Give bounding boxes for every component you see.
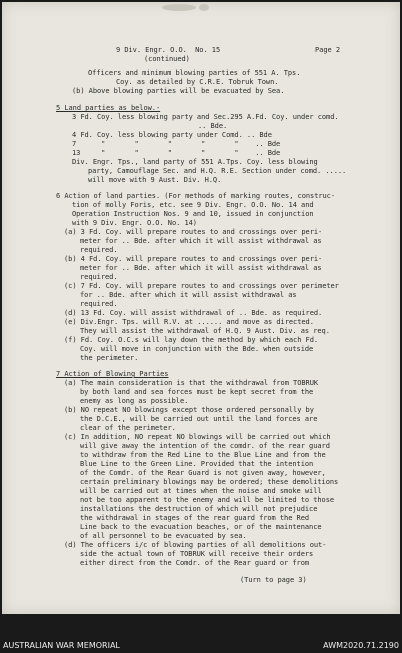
text-line: installations the destruction of which will not prejudice [80,505,318,513]
text-line: will move with 9 Aust. Div. H.Q. [88,176,222,184]
text-line: Blue Line to the Green Line. Provided that the intention [80,460,314,468]
footer-institution: AUSTRALIAN WAR MEMORIAL [3,641,120,650]
turn-page-note: (Turn to page 3) [240,576,307,584]
text-line: Line back to the evacuation beaches, or of the maintenance [80,523,322,531]
text-line: (c) In addition, NO repeat NO blowings will be carried out which [64,433,331,441]
text-line: the D.C.E., will be carried out until the land forces are [80,415,318,423]
text-line: the perimeter. [80,354,139,362]
text-line: Operation Instruction Nos. 9 and 10, issued in conjunction [72,210,314,218]
header-title: 9 Div. Engr. O.O. No. 15 [116,46,221,54]
text-line: Div. Engr. Tps., land party of 551 A.Tps. Coy. less blowing [72,158,318,166]
text-line: They will assist the withdrawal of H.Q. 9 Aust. Div. as req. [80,327,330,335]
text-line: by both land and sea forces must be kept secret from the [80,388,314,396]
text-line: .. Bde. [198,122,228,130]
text-line: required. [80,300,118,308]
text-line: (d) The officers i/c of blowing parties of all demolitions out- [64,541,327,549]
text-line: Coy. as detailed by C.R.E. Tobruk Town. [116,78,279,86]
text-line: 13 " " " " " .. Bde [72,149,281,157]
section-heading: 5 Land parties as below.- [56,104,161,112]
text-line: tion of molly Foris, etc. see 9 Div. Engr. O.O. No. 14 and [72,201,314,209]
text-line: meter for .. Bde. after which it will assist withdrawal as [80,237,322,245]
document-page [2,2,400,614]
text-line: will be carried out at times when the noise and smoke will [80,487,322,495]
text-line: with 9 Div. Engr. O.O. No. 14) [72,219,197,227]
text-line: (a) 3 Fd. Coy. will prepare routes to and crossings over peri- [64,228,323,236]
text-line: meter for .. Bde. after which it will assist withdrawal as [80,264,322,272]
continued-label: (continued) [144,55,190,63]
text-line: (b) 4 Fd. Coy. will prepare routes to and crossings over peri- [64,255,323,263]
text-line: will give away the intention of the comdr. of the rear guard [80,442,330,450]
section-heading: 6 Action of land parties. (For methods of marking routes, construc- [56,192,336,200]
text-line: to withdraw from the Red Line to the Blue Line and from the [80,451,326,459]
text-line: (f) Fd. Coy. O.C.s will lay down the method by which each Fd. [64,336,319,344]
text-line: of the Comdr. of the Rear Guard is not given away, however, [80,469,326,477]
text-line: of all personnel to be evacuated by sea. [80,532,247,540]
text-line: 4 Fd. Coy. less blowing party under Comd. .. Bde [72,131,272,139]
text-line: Coy. will move in conjunction with the Bde. when outside [80,345,314,353]
text-line: party, Camouflage Sec. and H.Q. R.E. Section under comd. ..... [88,167,347,175]
text-line: clear of the perimeter. [80,424,176,432]
text-line: side the actual town of TOBRUK will receive their orders [80,550,314,558]
paper-stain [199,4,209,11]
text-line: required. [80,246,118,254]
footer-accession-number: AWM2020.71.2190 [323,641,399,650]
text-line: required. [80,273,118,281]
text-line: 7 " " " " " .. Bde [72,140,281,148]
page-number: Page 2 [315,46,340,54]
text-line: not be too apparent to the enemy and will be limited to those [80,496,335,504]
text-line: certain preliminary blowings may be ordered; these demolitions [80,478,339,486]
text-line: for .. Bde. after which it will assist withdrawal as [80,291,297,299]
text-line: (d) 13 Fd. Coy. will assist withdrawal of .. Bde. as required. [64,309,323,317]
text-line: (a) The main consideration is that the withdrawal from TOBRUK [64,379,319,387]
archive-footer [0,616,402,653]
text-line: (e) Div.Engr. Tps. will R.V. at ...... and move as directed. [64,318,314,326]
text-line: (b) Above blowing parties will be evacuated by Sea. [72,87,285,95]
paper-stain [162,4,196,11]
text-line: (b) NO repeat NO blowings except those ordered personally by [64,406,314,414]
text-line: (c) 7 Fd. Coy. will prepare routes to and crossings over perimeter [64,282,339,290]
text-line: 3 Fd. Coy. less blowing party and Sec.295 A.Fd. Coy. under comd. [72,113,339,121]
section-heading: 7 Action of Blowing Parties [56,370,169,378]
text-line: enemy as long as possible. [80,397,189,405]
text-line: either direct from the Comdr. of the Rear guard or from [80,559,310,567]
text-line: Officers and minimum blowing parties of 551 A. Tps. [88,69,301,77]
text-line: the withdrawal in stages of the rear guard from the Red [80,514,310,522]
